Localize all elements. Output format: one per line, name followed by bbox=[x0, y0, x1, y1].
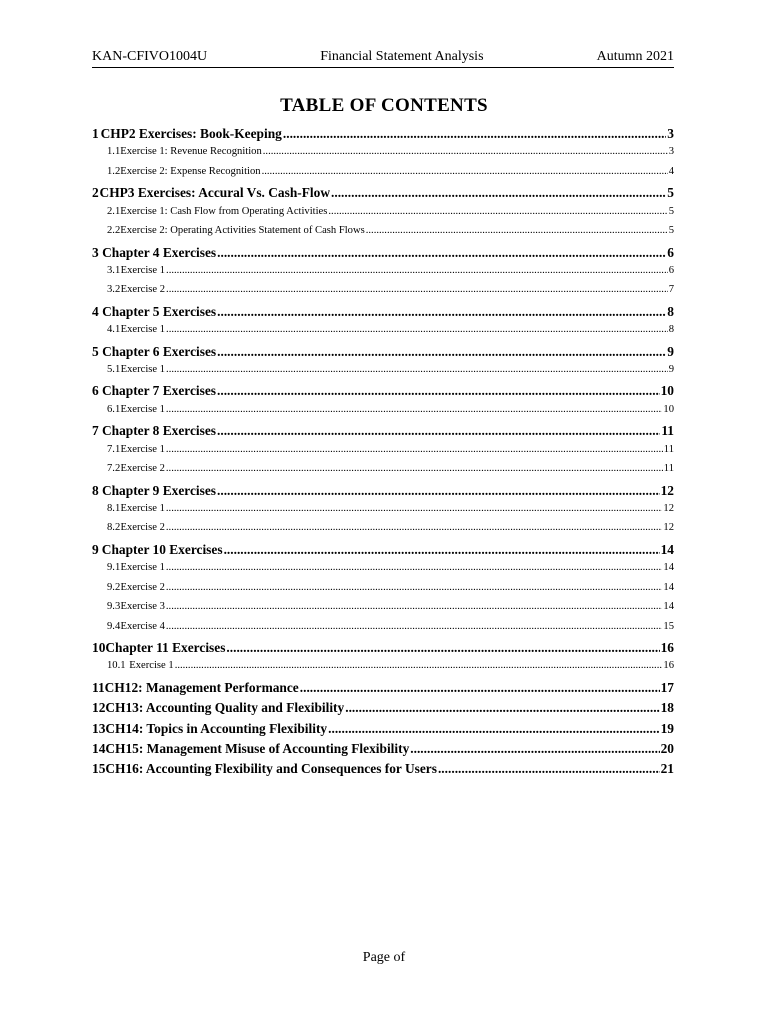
toc-entry-page: 5 bbox=[668, 225, 674, 237]
toc-entry-label: Chapter 5 Exercises bbox=[102, 303, 217, 319]
toc-entry-number: 9.2 bbox=[107, 581, 121, 593]
toc-dot-leader bbox=[175, 660, 663, 671]
toc-entry-label: CH16: Accounting Flexibility and Consequences for Users bbox=[105, 761, 437, 777]
toc-dot-leader bbox=[226, 640, 659, 656]
toc-chapter-entry[interactable] bbox=[92, 245, 674, 265]
toc-section-entry[interactable] bbox=[92, 225, 674, 245]
toc-entry-number: 3.1 bbox=[107, 264, 121, 276]
toc-chapter-entry[interactable] bbox=[92, 344, 674, 364]
toc-entry-number: 1.1 bbox=[107, 146, 121, 158]
toc-entry-page: 14 bbox=[663, 601, 674, 613]
toc-entry-page: 19 bbox=[660, 720, 674, 736]
toc-section-entry[interactable] bbox=[92, 522, 674, 542]
toc-entry-page: 10 bbox=[660, 383, 674, 399]
toc-chapter-entry[interactable] bbox=[92, 700, 674, 720]
toc-section-entry[interactable] bbox=[92, 660, 674, 680]
toc-chapter-entry[interactable] bbox=[92, 423, 674, 443]
toc-entry-page: 8 bbox=[667, 303, 674, 319]
toc-dot-leader bbox=[166, 284, 668, 295]
toc-dot-leader bbox=[166, 601, 663, 612]
toc-entry-number: 2.1 bbox=[107, 205, 121, 217]
toc-dot-leader bbox=[263, 146, 668, 157]
toc-chapter-entry[interactable] bbox=[92, 185, 674, 205]
toc-section-entry[interactable] bbox=[92, 364, 674, 384]
toc-entry-label: Chapter 6 Exercises bbox=[102, 343, 217, 359]
toc-chapter-entry[interactable] bbox=[92, 761, 674, 781]
toc-entry-number: 1.2 bbox=[107, 165, 121, 177]
toc-entry-page: 5 bbox=[668, 205, 674, 217]
toc-entry-label: Exercise 2: Operating Activities Statement of Cash Flows bbox=[120, 225, 365, 237]
toc-section-entry[interactable] bbox=[92, 206, 674, 226]
toc-section-entry[interactable] bbox=[92, 404, 674, 424]
toc-entry-page: 8 bbox=[668, 324, 674, 336]
toc-dot-leader bbox=[166, 364, 668, 375]
toc-dot-leader bbox=[410, 741, 659, 757]
table-of-contents bbox=[92, 126, 674, 781]
toc-dot-leader bbox=[217, 423, 660, 439]
toc-dot-leader bbox=[166, 621, 663, 632]
toc-entry-number: 14 bbox=[92, 740, 106, 756]
toc-entry-number: 3 bbox=[92, 244, 99, 260]
toc-chapter-entry[interactable] bbox=[92, 680, 674, 700]
toc-section-entry[interactable] bbox=[92, 562, 674, 582]
page-footer: Page of bbox=[362, 950, 406, 965]
toc-dot-leader bbox=[300, 680, 660, 696]
toc-entry-page: 6 bbox=[667, 244, 674, 260]
toc-section-entry[interactable] bbox=[92, 503, 674, 523]
toc-entry-label: Exercise 1: Revenue Recognition bbox=[120, 146, 262, 158]
toc-entry-label: Chapter 8 Exercises bbox=[101, 423, 217, 439]
toc-entry-label: Exercise 1 bbox=[120, 324, 166, 336]
toc-dot-leader bbox=[166, 265, 668, 276]
toc-entry-label: Exercise 1 bbox=[120, 403, 165, 415]
toc-dot-leader bbox=[328, 721, 659, 737]
toc-entry-number: 7 bbox=[92, 423, 99, 439]
toc-section-entry[interactable] bbox=[92, 324, 674, 344]
toc-entry-label: CH15: Management Misuse of Accounting Flexibility bbox=[105, 740, 410, 756]
toc-entry-page: 9 bbox=[667, 343, 674, 359]
toc-entry-number: 2.2 bbox=[107, 225, 121, 237]
toc-entry-number: 10 bbox=[92, 640, 106, 656]
toc-entry-page: 12 bbox=[663, 522, 674, 534]
toc-entry-label: Exercise 1 bbox=[120, 264, 166, 276]
toc-entry-number: 9 bbox=[92, 541, 99, 557]
toc-entry-label: Exercise 1 bbox=[120, 562, 165, 574]
toc-entry-page: 14 bbox=[660, 541, 674, 557]
toc-entry-label: Exercise 1 bbox=[120, 502, 165, 514]
toc-chapter-entry[interactable] bbox=[92, 383, 674, 403]
toc-entry-number: 4 bbox=[92, 303, 99, 319]
toc-entry-page: 3 bbox=[667, 126, 674, 141]
toc-dot-leader bbox=[217, 344, 666, 360]
toc-chapter-entry[interactable] bbox=[92, 483, 674, 503]
toc-entry-page: 17 bbox=[660, 679, 674, 695]
toc-entry-page: 6 bbox=[668, 264, 674, 276]
course-title: Financial Statement Analysis bbox=[320, 49, 484, 64]
toc-entry-number: 9.3 bbox=[107, 601, 121, 613]
toc-entry-label: Chapter 11 Exercises bbox=[105, 640, 226, 656]
toc-dot-leader bbox=[224, 542, 660, 558]
toc-entry-label: Exercise 4 bbox=[120, 620, 165, 632]
toc-entry-label: Exercise 1: Cash Flow from Operating Activities bbox=[120, 205, 328, 217]
toc-chapter-entry[interactable] bbox=[92, 741, 674, 761]
toc-dot-leader bbox=[217, 483, 660, 499]
toc-entry-page: 16 bbox=[663, 660, 674, 672]
course-code: KAN-CFIVO1004U bbox=[92, 49, 208, 64]
toc-dot-leader bbox=[166, 404, 663, 415]
toc-entry-number: 1 bbox=[92, 126, 99, 141]
toc-entry-label: Exercise 2 bbox=[120, 284, 166, 296]
toc-chapter-entry[interactable] bbox=[92, 126, 674, 146]
toc-entry-label: CHP3 Exercises: Accural Vs. Cash-Flow bbox=[99, 185, 331, 201]
toc-dot-leader bbox=[328, 206, 667, 217]
toc-dot-leader bbox=[166, 463, 663, 474]
toc-chapter-entry[interactable] bbox=[92, 640, 674, 660]
toc-chapter-entry[interactable] bbox=[92, 721, 674, 741]
toc-entry-page: 21 bbox=[660, 761, 674, 777]
toc-entry-page: 4 bbox=[668, 165, 674, 177]
toc-entry-label: Exercise 2 bbox=[120, 581, 165, 593]
toc-entry-number: 7.1 bbox=[107, 443, 121, 455]
toc-entry-number: 8.2 bbox=[107, 522, 121, 534]
toc-section-entry[interactable] bbox=[92, 582, 674, 602]
toc-section-entry[interactable] bbox=[92, 601, 674, 621]
toc-entry-page: 15 bbox=[663, 620, 674, 632]
toc-section-entry[interactable] bbox=[92, 146, 674, 166]
toc-entry-label: Chapter 9 Exercises bbox=[101, 482, 216, 498]
toc-section-entry[interactable] bbox=[92, 284, 674, 304]
toc-entry-number: 6.1 bbox=[107, 403, 121, 415]
toc-entry-number: 10.1 bbox=[107, 660, 126, 672]
toc-entry-page: 12 bbox=[663, 502, 674, 514]
toc-entry-page: 11 bbox=[663, 443, 674, 455]
toc-dot-leader bbox=[166, 503, 663, 514]
toc-entry-label: Exercise 1 bbox=[129, 660, 174, 672]
toc-dot-leader bbox=[366, 225, 668, 236]
toc-dot-leader bbox=[331, 185, 666, 201]
toc-entry-number: 5.1 bbox=[107, 363, 121, 375]
toc-entry-number: 11 bbox=[92, 679, 105, 695]
toc-entry-page: 20 bbox=[660, 740, 674, 756]
toc-entry-label: Exercise 2: Expense Recognition bbox=[120, 165, 261, 177]
toc-chapter-entry[interactable] bbox=[92, 542, 674, 562]
toc-entry-number: 12 bbox=[92, 700, 106, 716]
toc-entry-page: 18 bbox=[660, 700, 674, 716]
toc-entry-number: 6 bbox=[92, 383, 99, 399]
toc-entry-number: 8.1 bbox=[107, 502, 121, 514]
toc-entry-page: 16 bbox=[660, 640, 674, 656]
toc-dot-leader bbox=[217, 304, 666, 320]
toc-entry-label: CH12: Management Performance bbox=[104, 679, 299, 695]
toc-entry-number: 3.2 bbox=[107, 284, 121, 296]
toc-entry-label: CH14: Topics in Accounting Flexibility bbox=[105, 720, 328, 736]
toc-entry-page: 11 bbox=[661, 423, 674, 439]
toc-entry-label: Exercise 1 bbox=[120, 363, 166, 375]
toc-entry-number: 13 bbox=[92, 720, 106, 736]
toc-dot-leader bbox=[166, 324, 668, 335]
toc-entry-label: Exercise 3 bbox=[120, 601, 165, 613]
toc-entry-page: 11 bbox=[663, 463, 674, 475]
toc-entry-label: Chapter 4 Exercises bbox=[102, 244, 217, 260]
toc-entry-number: 9.1 bbox=[107, 562, 121, 574]
toc-entry-page: 3 bbox=[668, 146, 674, 158]
toc-dot-leader bbox=[438, 761, 660, 777]
toc-section-entry[interactable] bbox=[92, 265, 674, 285]
page-header bbox=[92, 49, 674, 68]
toc-entry-page: 7 bbox=[668, 284, 674, 296]
toc-entry-number: 7.2 bbox=[107, 463, 121, 475]
toc-entry-label: CHP2 Exercises: Book-Keeping bbox=[100, 126, 282, 141]
toc-dot-leader bbox=[217, 245, 666, 261]
toc-entry-label: Exercise 2 bbox=[120, 522, 165, 534]
toc-dot-leader bbox=[166, 444, 663, 455]
toc-entry-page: 5 bbox=[667, 185, 674, 201]
toc-dot-leader bbox=[283, 126, 666, 142]
toc-title: TABLE OF CONTENTS bbox=[280, 95, 488, 116]
toc-entry-label: Chapter 10 Exercises bbox=[101, 541, 223, 557]
toc-section-entry[interactable] bbox=[92, 166, 674, 186]
toc-entry-label: Chapter 7 Exercises bbox=[101, 383, 216, 399]
toc-entry-label: Exercise 2 bbox=[120, 463, 165, 475]
toc-entry-number: 15 bbox=[92, 761, 106, 777]
toc-entry-page: 9 bbox=[668, 363, 674, 375]
toc-chapter-entry[interactable] bbox=[92, 304, 674, 324]
toc-entry-number: 8 bbox=[92, 482, 99, 498]
toc-entry-number: 5 bbox=[92, 343, 99, 359]
toc-dot-leader bbox=[217, 383, 660, 399]
toc-section-entry[interactable] bbox=[92, 444, 674, 464]
toc-section-entry[interactable] bbox=[92, 463, 674, 483]
toc-entry-page: 14 bbox=[663, 562, 674, 574]
toc-dot-leader bbox=[166, 562, 663, 573]
toc-entry-label: CH13: Accounting Quality and Flexibility bbox=[105, 700, 345, 716]
toc-entry-number: 4.1 bbox=[107, 324, 121, 336]
term: Autumn 2021 bbox=[596, 49, 674, 64]
toc-entry-page: 10 bbox=[663, 403, 674, 415]
toc-dot-leader bbox=[166, 522, 663, 533]
toc-dot-leader bbox=[262, 166, 668, 177]
toc-entry-page: 14 bbox=[663, 581, 674, 593]
toc-entry-number: 2 bbox=[92, 185, 99, 201]
toc-entry-number: 9.4 bbox=[107, 620, 121, 632]
toc-section-entry[interactable] bbox=[92, 621, 674, 641]
toc-entry-page: 12 bbox=[660, 482, 674, 498]
toc-entry-label: Exercise 1 bbox=[120, 443, 165, 455]
toc-dot-leader bbox=[345, 700, 659, 716]
toc-dot-leader bbox=[166, 582, 663, 593]
